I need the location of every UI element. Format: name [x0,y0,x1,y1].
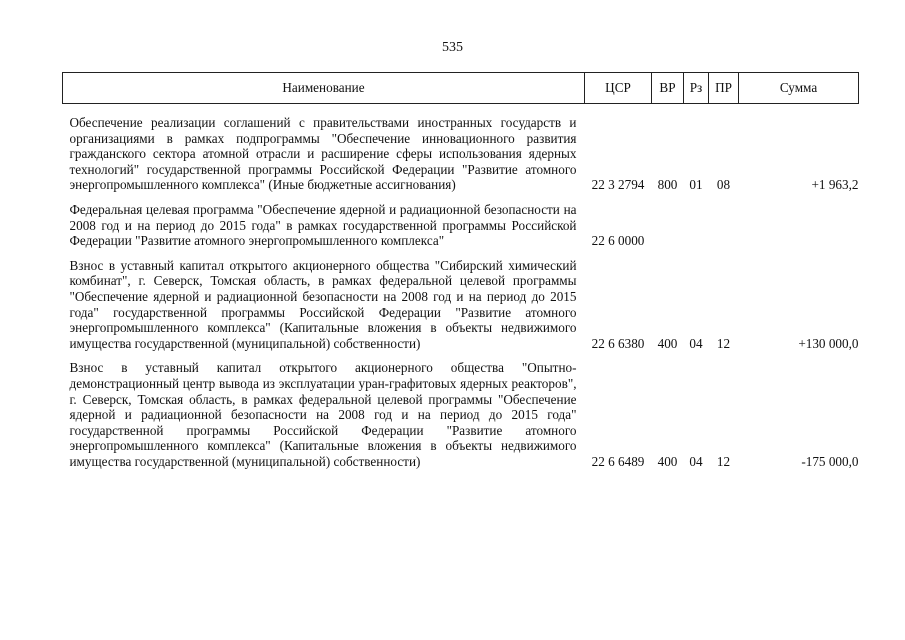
row-vr: 400 [657,453,678,469]
row-name: Взнос в уставный капитал открытого акционерного общества "Опытно-демонстрационный центр вывода из эксплуатации уран-графитовых ядерных реакторов", г. Северск, Томская область, в рамках федеральной целевой программы "Обеспечение ядерной и радиационной безопасности на 2008 год и на период до 2015 года" государственной программы Российской Федерации "Развитие атомного энергопромышленного комплекса" (Капитальные вложения в объекты недвижимого имущества государственной (муниципальной) собственности) [69,360,577,469]
row-rz: 01 [689,177,703,193]
row-vr [652,193,684,249]
row-name: Взнос в уставный капитал открытого акционерного общества "Сибирский химический комбинат", г. Северск, Томская область, в рамках федеральной целевой программы "Обеспечение ядерной и радиационной безопасности на 2008 год и на период до 2015 года" государственной программы Российской Федерации "Развитие атомного энергопромышленного комплекса" (Капитальные вложения в объекты недвижимого имущества государственной (муниципальной) собственности) [69,257,577,351]
row-pr: 12 [716,453,731,469]
row-csr: 22 6 0000 [591,233,645,249]
header-pr: ПР [709,73,739,104]
row-rz: 04 [689,335,703,351]
header-csr: ЦСР [585,73,652,104]
row-pr [709,193,739,249]
header-sum: Сумма [739,73,859,104]
row-sum: -175 000,0 [801,453,859,469]
row-csr: 22 6 6380 [591,335,645,351]
row-vr: 800 [657,177,678,193]
table-row [63,249,859,352]
page-number: 535 [442,40,463,55]
row-name: Обеспечение реализации соглашений с правительствами иностранных государств и организациями в рамках подпрограммы "Обеспечение инновационного развития гражданского сектора атомной отрасли и расширение сферы использования ядерных технологий" государственной программы Российской Федерации "Развитие атомного энергопромышленного комплекса" (Иные бюджетные ассигнования) [69,115,577,193]
table-header-row [63,73,859,104]
row-rz: 04 [689,453,703,469]
row-sum: +1 963,2 [811,177,859,193]
row-vr: 400 [657,335,678,351]
table-row [63,104,859,193]
row-csr: 22 3 2794 [591,177,645,193]
row-sum: +130 000,0 [798,335,859,351]
row-pr: 08 [716,177,731,193]
row-pr: 12 [716,335,731,351]
budget-table [62,72,859,469]
table-row [63,351,859,469]
header-rz: Рз [684,73,709,104]
header-vr: ВР [652,73,684,104]
row-sum [739,193,859,249]
row-rz [684,193,709,249]
row-name: Федеральная целевая программа "Обеспечение ядерной и радиационной безопасности на 2008 год и на период до 2015 года" в рамках государственной программы Российской Федерации "Развитие атомного энергопромышленного комплекса" [69,201,577,249]
row-csr: 22 6 6489 [591,453,645,469]
table-row [63,193,859,249]
header-name: Наименование [63,73,585,104]
